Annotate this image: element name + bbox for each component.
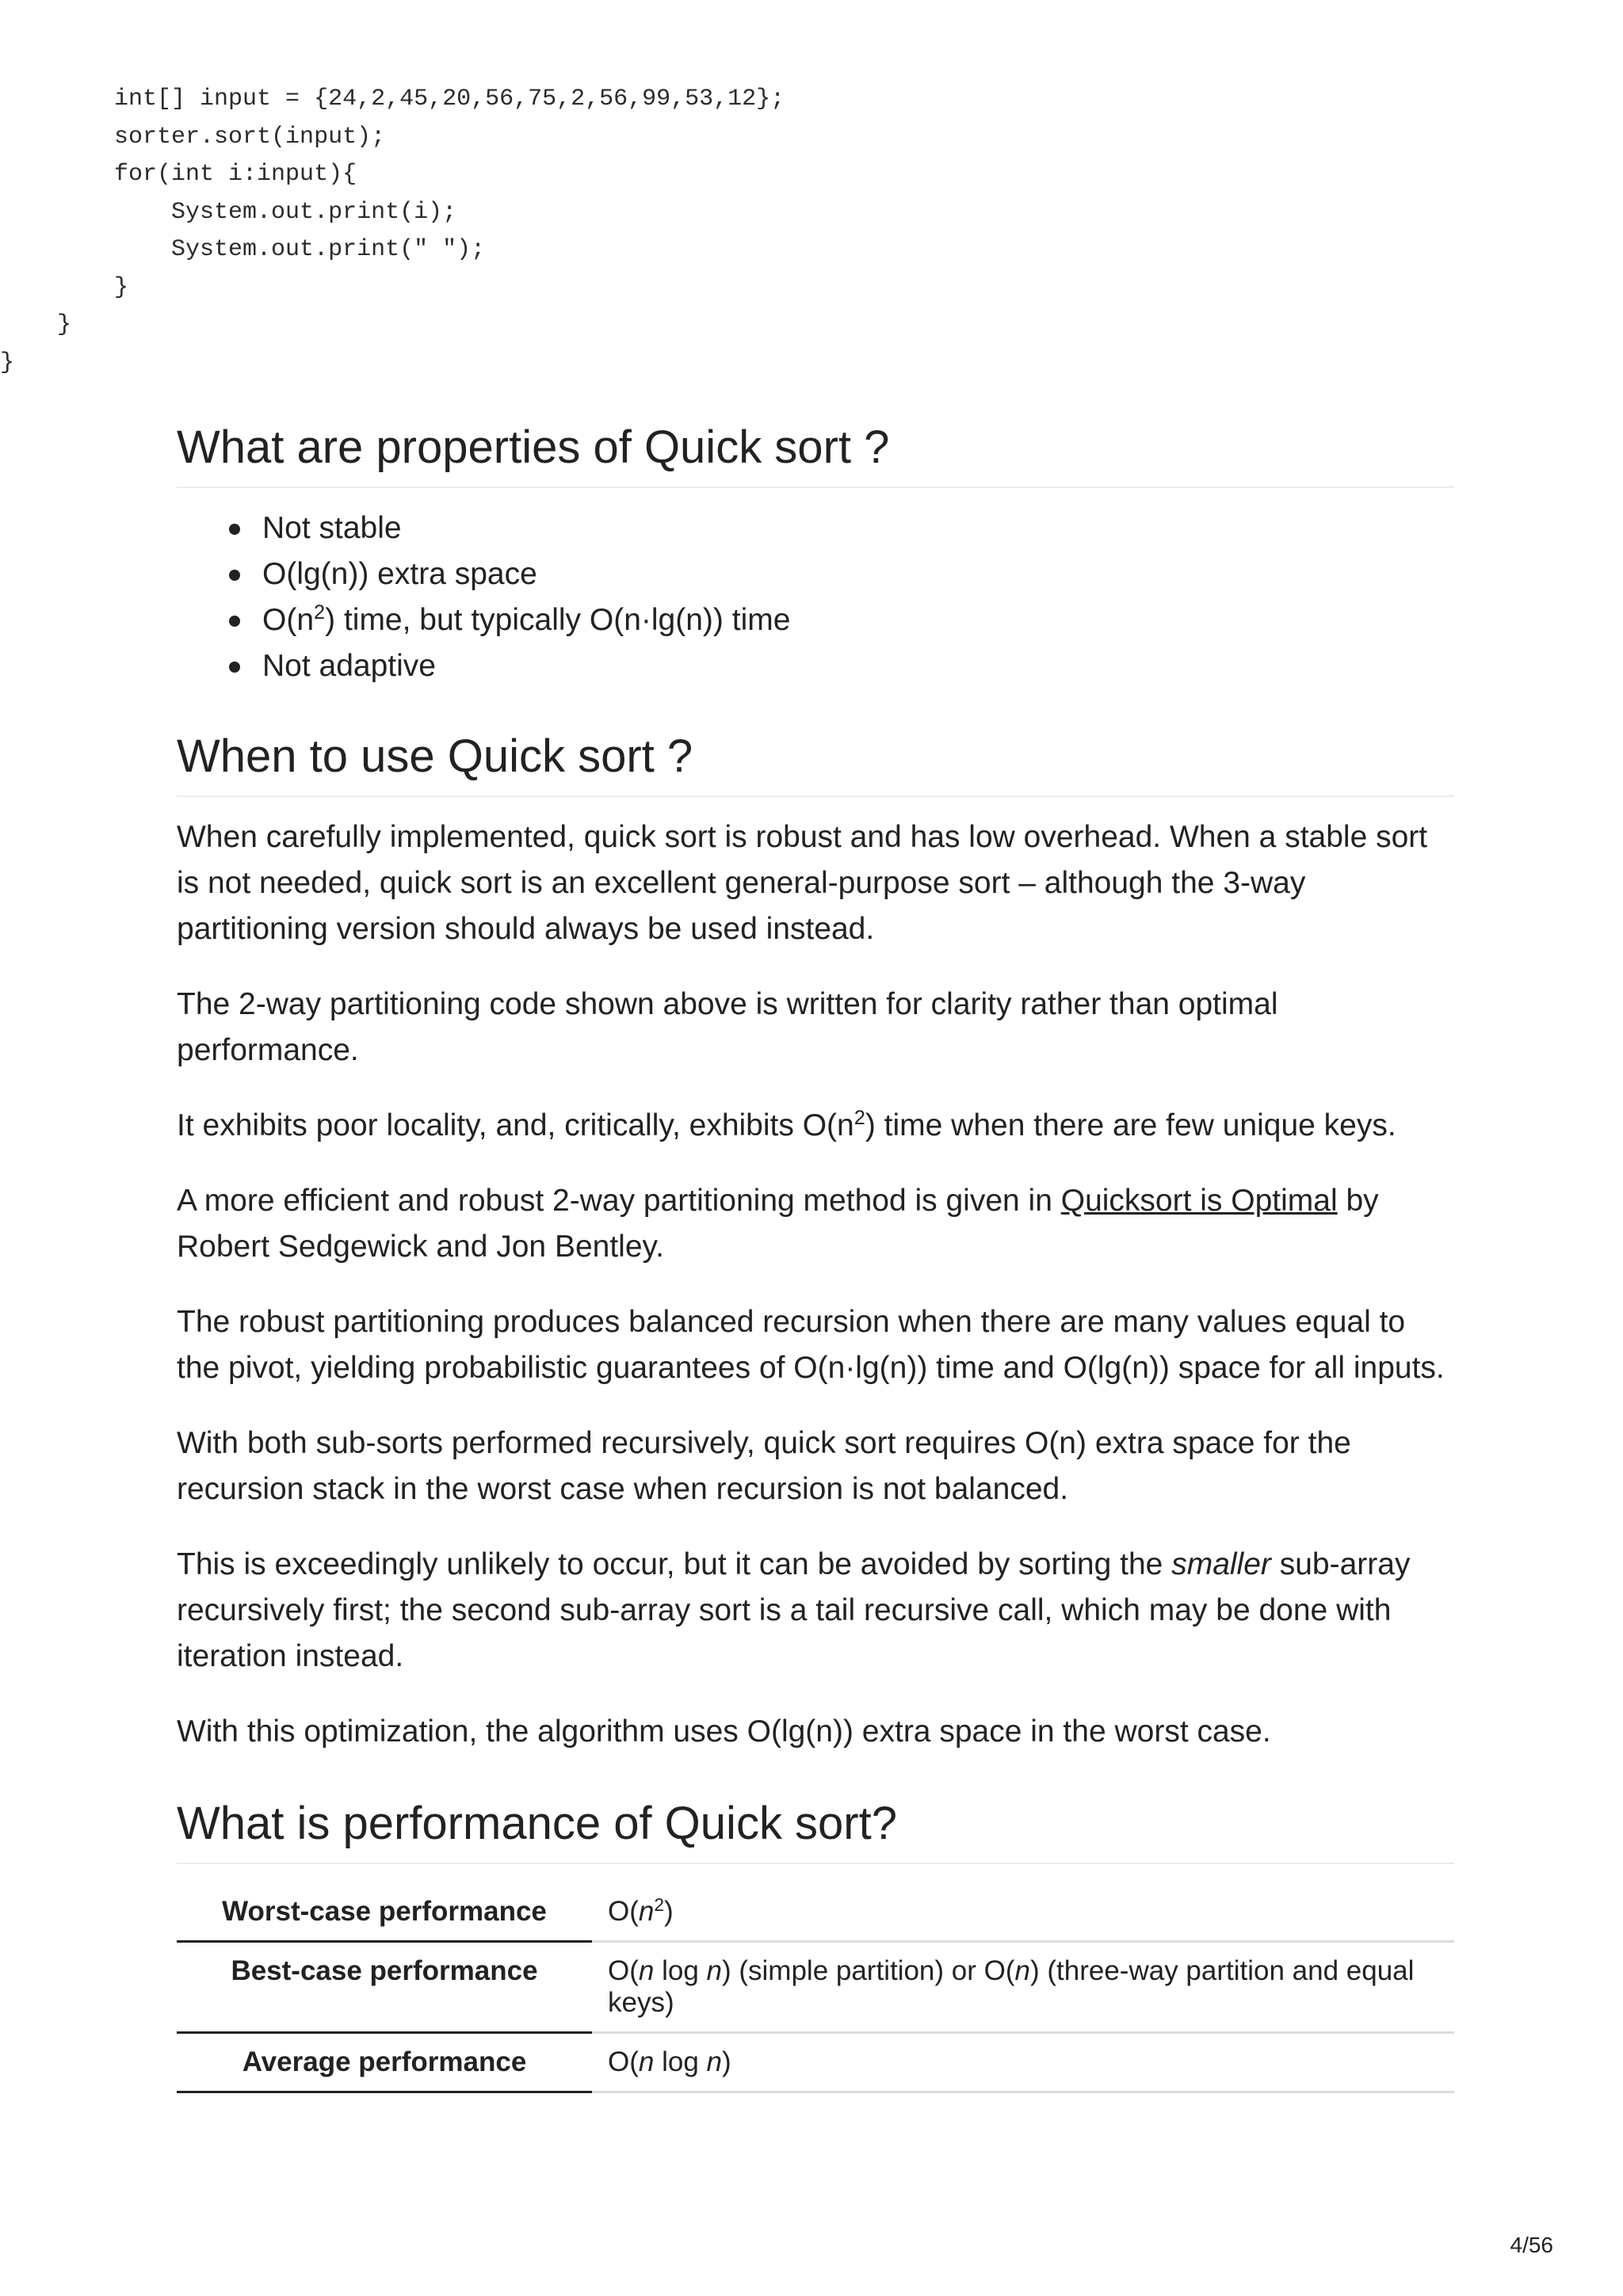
code-line: int[] input = {24,2,45,20,56,75,2,56,99,53,12}; bbox=[0, 86, 785, 113]
paragraph bbox=[177, 1178, 1454, 1270]
code-line: sorter.sort(input); bbox=[0, 123, 386, 151]
properties-list bbox=[177, 505, 1454, 689]
row-header: Worst-case performance bbox=[177, 1883, 592, 1942]
code-block bbox=[0, 81, 785, 382]
superscript: 2 bbox=[854, 1107, 865, 1130]
emphasis-text: smaller bbox=[1171, 1547, 1271, 1581]
properties-heading: What are properties of Quick sort ? bbox=[177, 420, 1454, 488]
paragraph-text: It exhibits poor locality, and, critically, exhibits O(n bbox=[177, 1108, 854, 1142]
list-item-text: O(lg(n)) extra space bbox=[262, 557, 537, 591]
list-item bbox=[262, 643, 1454, 689]
list-item-text: Not stable bbox=[262, 511, 402, 545]
paragraph-text: sub-array recursively first; the second sub-array sort is a tail recursive call, which may be done with iteration instead. bbox=[177, 1547, 1411, 1673]
list-item-text: Not adaptive bbox=[262, 649, 436, 683]
list-item bbox=[262, 551, 1454, 597]
list-item-text: ) time, but typically O(n·lg(n)) time bbox=[325, 603, 791, 637]
code-line: for(int i:input){ bbox=[0, 161, 357, 188]
row-value: $O(n^2)$ bbox=[592, 1883, 1454, 1942]
row-header: Best-case performance bbox=[177, 1942, 592, 2033]
table-row bbox=[177, 1883, 1454, 1942]
code-line: } bbox=[0, 273, 129, 301]
paragraph: The 2-way partitioning code shown above is written for clarity rather than optimal performance. bbox=[177, 987, 1278, 1067]
list-item bbox=[262, 597, 1454, 643]
paragraph-text: A more efficient and robust 2-way partitioning method is given in bbox=[177, 1184, 1061, 1218]
list-item-text: O(n bbox=[262, 603, 315, 637]
code-line: } bbox=[0, 349, 15, 376]
table-row bbox=[177, 2033, 1454, 2092]
performance-table bbox=[177, 1883, 1454, 2093]
paragraph-text: ) time when there are few unique keys. bbox=[865, 1108, 1396, 1142]
paragraph-text: by Robert Sedgewick and Jon Bentley. bbox=[177, 1184, 1379, 1264]
page-number: 4/56 bbox=[1510, 2233, 1553, 2257]
list-item bbox=[262, 505, 1454, 551]
paragraph: With this optimization, the algorithm uses O(lg(n)) extra space in the worst case. bbox=[177, 1714, 1271, 1749]
paragraph: The robust partitioning produces balanced recursion when there are many values equal to the pivot, yielding probabilistic guarantees of O(n·lg(n)) time and O(lg(n)) space for all inputs. bbox=[177, 1305, 1445, 1385]
paragraph bbox=[177, 1542, 1454, 1680]
superscript: 2 bbox=[314, 601, 326, 624]
article-content bbox=[177, 420, 1454, 2093]
code-line: } bbox=[0, 311, 72, 338]
row-value: O(n log n) bbox=[592, 2033, 1454, 2092]
code-line: System.out.print(i); bbox=[0, 198, 457, 226]
performance-heading: What is performance of Quick sort? bbox=[177, 1796, 1454, 1864]
code-line: System.out.print(" "); bbox=[0, 236, 486, 263]
row-header: Average performance bbox=[177, 2033, 592, 2092]
paragraph-text: This is exceedingly unlikely to occur, but it can be avoided by sorting the bbox=[177, 1547, 1172, 1581]
paragraph: When carefully implemented, quick sort is robust and has low overhead. When a stable sort is not needed, quick sort is an excellent general-purpose sort – although the 3-way partitioning version should always be used instead. bbox=[177, 820, 1428, 946]
table-row bbox=[177, 1942, 1454, 2033]
quicksort-is-optimal-link[interactable]: Quicksort is Optimal bbox=[1060, 1184, 1338, 1218]
row-value: O(n log n) (simple partition) or O(n) (three-way partition and equal keys) bbox=[592, 1942, 1454, 2033]
paragraph: With both sub-sorts performed recursively, quick sort requires O(n) extra space for the recursion stack in the worst case when recursion is not balanced. bbox=[177, 1426, 1351, 1506]
paragraph bbox=[177, 1103, 1454, 1149]
usage-heading: When to use Quick sort ? bbox=[177, 729, 1454, 797]
